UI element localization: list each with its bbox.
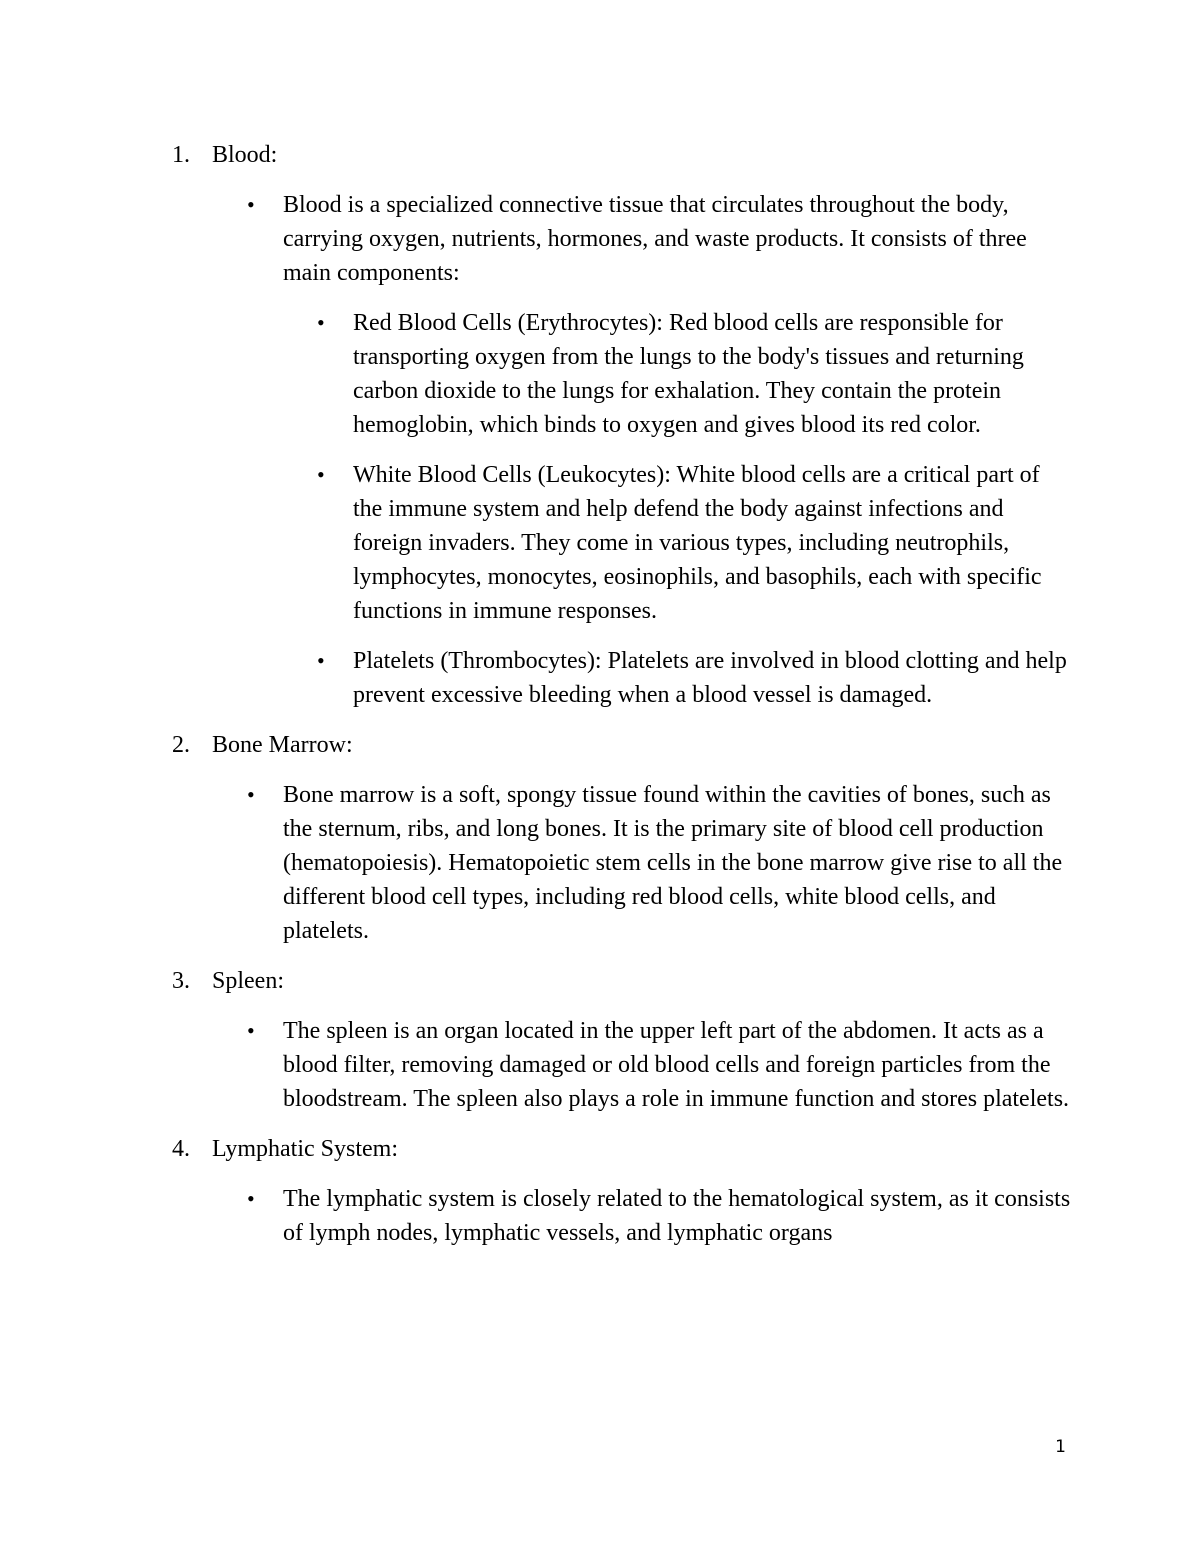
section-number: 4. <box>172 1136 190 1162</box>
section-number: 2. <box>172 732 190 758</box>
bullet-icon: • <box>317 310 325 335</box>
bullet-icon: • <box>247 1018 255 1043</box>
bullet-icon: • <box>317 462 325 487</box>
section-heading <box>172 138 1200 172</box>
list-item-text: The lymphatic system is closely related to the hematological system, as it consists of lymph nodes, lymphatic vessels, and lymphatic organs <box>283 1186 1071 1246</box>
section-title: Spleen: <box>212 968 284 994</box>
section-blood <box>0 138 1200 712</box>
sub-list-item <box>317 306 1073 442</box>
section-title: Bone Marrow: <box>212 732 353 758</box>
bullet-icon: • <box>317 648 325 673</box>
bullet-icon: • <box>247 192 255 217</box>
list-item <box>247 1014 1073 1116</box>
list-item <box>247 188 1073 290</box>
section-title: Blood: <box>212 142 278 168</box>
section-bone-marrow <box>0 728 1200 948</box>
list-item-text: The spleen is an organ located in the upper left part of the abdomen. It acts as a blood filter, removing damaged or old blood cells and foreign particles from the bloodstream. The spleen also plays a role in immune function and stores platelets. <box>283 1018 1070 1112</box>
sub-list-item-text: White Blood Cells (Leukocytes): White blood cells are a critical part of the immune system and help defend the body against infections and foreign invaders. They come in various types, including neutrophils, lymphocytes, monocytes, eosinophils, and basophils, each with specific functions in immune responses. <box>353 462 1042 624</box>
section-heading <box>172 964 1200 998</box>
bullet-icon: • <box>247 782 255 807</box>
section-title: Lymphatic System: <box>212 1136 398 1162</box>
list-item-text: Blood is a specialized connective tissue that circulates throughout the body, carrying oxygen, nutrients, hormones, and waste products. It consists of three main components: <box>283 192 1027 286</box>
bullet-icon: • <box>247 1186 255 1211</box>
section-number: 1. <box>172 142 190 168</box>
list-item-text: Bone marrow is a soft, spongy tissue found within the cavities of bones, such as the sternum, ribs, and long bones. It is the primary site of blood cell production (hematopoiesis). Hematopoietic stem cells in the bone marrow give rise to all the different blood cell types, including red blood cells, white blood cells, and platelets. <box>283 782 1063 944</box>
list-item <box>247 1182 1073 1250</box>
sub-list-item <box>317 644 1073 712</box>
page-number: 1 <box>1055 1437 1066 1457</box>
section-spleen <box>0 964 1200 1116</box>
section-lymphatic-system <box>0 1132 1200 1250</box>
sub-list-item <box>317 458 1073 628</box>
list-item <box>247 778 1073 948</box>
section-heading <box>172 728 1200 762</box>
document-body <box>0 138 1200 1266</box>
sub-list-item-text: Red Blood Cells (Erythrocytes): Red blood cells are responsible for transporting oxygen from the lungs to the body's tissues and returning carbon dioxide to the lungs for exhalation. They contain the protein hemoglobin, which binds to oxygen and gives blood its red color. <box>353 310 1024 438</box>
section-heading <box>172 1132 1200 1166</box>
section-number: 3. <box>172 968 190 994</box>
sub-list-item-text: Platelets (Thrombocytes): Platelets are involved in blood clotting and help prevent excessive bleeding when a blood vessel is damaged. <box>353 648 1067 708</box>
